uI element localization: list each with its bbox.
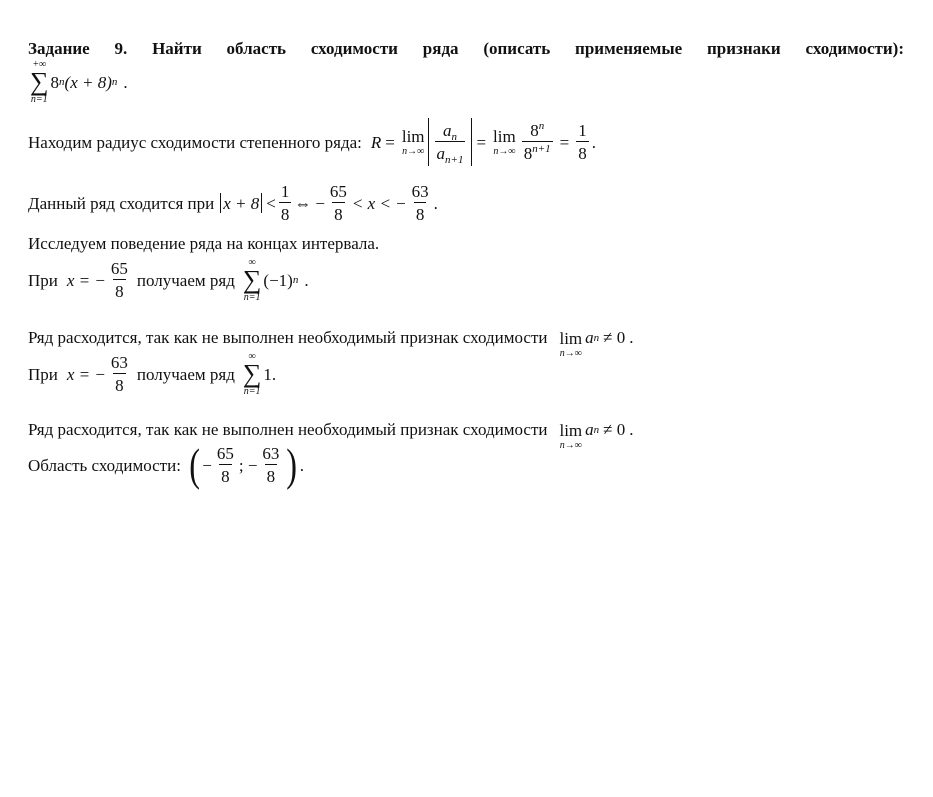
- sigma-sum: +∞ ∑ n=1: [30, 59, 49, 105]
- task-text: Найти область сходимости ряда (описать применяемые признаки сходимости):: [152, 39, 904, 58]
- radius-text: Находим радиус сходимости степенного ряда:: [28, 132, 362, 152]
- task-series-formula: +∞ ∑ n=1 8 n (x + 8) n .: [30, 59, 128, 105]
- sigma-sum-right: ∞ ∑ n=1: [242, 351, 262, 397]
- convergence-text: Данный ряд сходится при: [28, 193, 215, 213]
- radius-result-fraction: $\frac{1}{8}$: [578, 121, 587, 163]
- convergence-line: Данный ряд сходится при x + 8 < $\frac{1}{8}$ ⇔ − $\frac{65}{8}$ < x < − $\frac{63}{8}$ .: [28, 182, 438, 224]
- ratio-fraction: $\frac{a_n}{a_{n+1}}$: [436, 121, 464, 166]
- diverge-line-1: Ряд расходится, так как не выполнен необходимый признак сходимости lim n→∞ a n ≠ 0 .: [28, 328, 634, 359]
- right-end-line: При x = − $\frac{63}{8}$ получаем ряд ∞ ∑ n=1 1 .: [28, 351, 277, 397]
- task-heading: [28, 39, 904, 59]
- limit-operator: lim n→∞: [401, 126, 425, 157]
- radius-line: Находим радиус сходимости степенного ряда: R = lim n→∞ $\frac{a_n}{a_{n+1}}$ = lim n→∞ $\frac{8^n}{8^{n+1}}$ = $\frac{1}{8}$ .: [28, 120, 596, 166]
- ends-text: Исследуем поведение ряда на концах интервала.: [28, 234, 380, 253]
- diverge-line-2: Ряд расходится, так как не выполнен необходимый признак сходимости lim n→∞ a n ≠ 0 .: [28, 420, 634, 451]
- limit-operator-2: lim n→∞: [493, 126, 516, 157]
- sigma-sum-left: ∞ ∑ n=1: [242, 257, 262, 303]
- power-fraction: $\frac{8^n}{8^{n+1}}$: [523, 120, 551, 163]
- ratio-abs: [428, 118, 473, 166]
- abs-expr: x + 8: [220, 193, 262, 213]
- task-label: Задание 9.: [28, 39, 128, 58]
- left-end-line: При x = − $\frac{65}{8}$ получаем ряд ∞ ∑ n=1 (−1) n .: [28, 257, 309, 303]
- region-line: Область сходимости: ( − $\frac{65}{8}$ ; − $\frac{63}{8}$ ) .: [28, 439, 304, 490]
